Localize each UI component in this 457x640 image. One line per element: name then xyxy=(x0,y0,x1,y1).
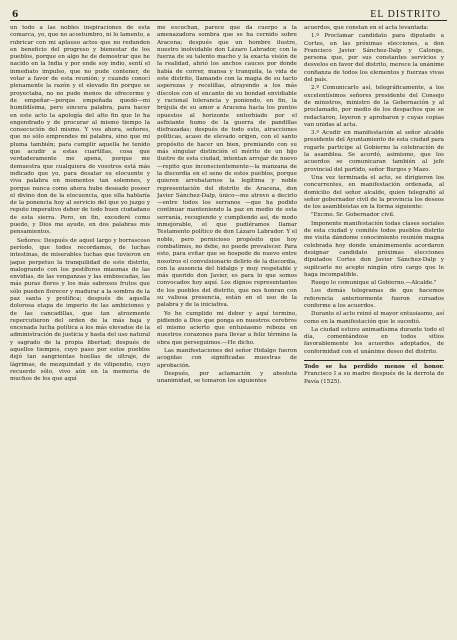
paragraph: 3.º Acudir en manifestación al señor alcalde presidente del Ayuntamiento de esta ciudad para rogarle participe al Gobierno la celebración de la asamblea. Se acordó, asimismo, que los acuerdos se comunicaran también al jefe provincial del partido, señor Burgos y Mazo. xyxy=(304,130,444,173)
paragraph: Durante el acto reinó el mayor entusiasmo, así como en la manifestación que le sucedió. xyxy=(304,311,444,325)
quote-body: Francisco I a su madre después de la derrota de Pavía (1525). xyxy=(304,371,444,385)
column-1 xyxy=(10,25,150,633)
telegram-opening: "Excmo. Sr. Gobernador civil. xyxy=(311,212,395,219)
article-columns xyxy=(10,25,447,633)
paragraph: Señores: Después de aquel largo y borrascoso período, que todos recordamos, de luchas intestinas, de miserables luchas que tuvieron en jaque perpetuo la tranquilidad de este distrito, malogrando con los pestíferos miasmas de las envidias, de las venganzas y las emboscadas, las más puras flores y los más sabrosos frutos que sólo pueden florecer y madurar a la sombra de la paz santa y prolífica; después de aquella dolorosa etapa de imperio de las ambiciones y de las cancadillas, que tan atrozmente repercutieron del orden de la más baja y encenada lucha política a los más elevados de la administración de justicia y hasta del uso natural y sagrado de la propia libertad; después de aquellos tiempos, cuyo paso por estos pueblos dejó tan sangrientas huellas de ultraje, de lágrimas, de mezquindad y de vilipendio, cuyo recuerdo sólo, vivo aún en la memoria de muchos de los que aquí xyxy=(10,237,150,383)
paragraph: un todo a las nobles inspiraciones de esta comarca, yo, que no acostumbro, ni lo lamento, a rubricar con mi aplauso actos que no redunden en beneficio del progreso y bienestar de los pueblos, porque en algo he de demostrar que he nacido en la India y por ende soy indio, sentí el inmediato impulso, que no pude contener, de votar a favor de esta reunión; y cuando conocí plenamente la razón y el elevado fin porque se proyectaba, no no pude menos de ofrecerme y de empeñar—porque empeñada quedó—mi humildísima, pero sincera palabra, para hacer en este acto la apología del alto fin que lo ha engendrado y de procurar al mismo tiempo la consecución del mismo. Y vos ahora, señores, que no sólo emprendes mi palabra, sino que mi pluma también; para cumplir aquella he tenido que acudir a estas cuartillas, cosa que verdaderamente me apena, porque me demuestra que cualquiera de vosotros está más indicado que yo, para desatar su elocuente y viva palabra en momentos tan solemnes, y porque nunca como ahora hube deseado poseer el divino don de la elocuencia, que ella hablaría de la ponencia hoy al servicio del que yo juzgo y reputo imperativo deber de todo buen ciudadano de esta sierra. Pero, en fin, excederé como puedo, y Dios me ayude, en dos palabras mis pensamientos. xyxy=(10,25,150,236)
masthead: EL DISTRITO xyxy=(370,9,441,20)
paragraph: 1.º Proclamar candidato para diputado a Cortes, en las próximas elecciones, a don Francisco Javier Sánchez-Dalp y Calonge, persona que, por sus constantes servicios y desvelos en favor del distrito, merece la unánime confianza de todos los elementos y fuerzas vivas del país. xyxy=(304,33,444,84)
paragraph: Una vez terminada el acto, se dirigieron los concurrentes, en manifestación ordenada, al domicilio del señor alcalde, quien telegrafió al señor gobernador civil de la provincia los deseos de los asambleístas en la forma siguiente: xyxy=(304,174,444,211)
telegram-body: Imponente manifestación todas clases sociales de esta ciudad y comités todos pueblos distrito me visita dándome conocimiento reunión magna celebrada hoy donde unánimemente acordaron designar candidato próximas elecciones diputados Cortes don Javier Sánchez-Dalp y suplicarle no acepte ningún otro cargo que le haga incompatible. xyxy=(304,220,444,278)
paragraph: La ciudad estuvo animadísima durante todo el día, comentándose en todos sitios favorablemente los acuerdos adoptados, de conformidad con el unánime deseo del distrito. xyxy=(304,326,444,355)
quote-text xyxy=(304,364,444,386)
paragraph: Las manifestaciones del señor Hidalgo fueron acogidas con significadas muestras de aprobación. xyxy=(157,348,297,369)
paragraph: Los demás telegramas de que hacemos referencia anteriormente fueron cursados conforme a los acuerdos. xyxy=(304,288,444,309)
paragraph: acuerdos, que constan en el acta levantada: xyxy=(304,25,429,31)
paragraph: me escuchan, parece que da cuerpo a la amenazadora sombra que se ha cernido sobre Aracena; después que un hombre ilustre, nuestro inolvidable don Lázaro Labrador, con la fuerza de su talento macho y la exacta visión de la realidad, abrió los anchos cauces por donde había de correr, mansa y tranquila, la vida de este distrito, llamando con la magia de su tacto asperezas y recelillas, atrayendo a los más díscolos con el encanto de su bondad envidiable y racional tolerancia y poniendo, en fin, la brújula de su amor a Aracena hacia los puntos opuestos al horizonte entorbiado por el asfixiante humo de la guerra de pandillas disfrazadas; después de todo esto, atracciones políticas, acaso de elevado origen, con el santo propósito de hacer un bien, premiando con su más singular distinción el mérito de un hijo ilustre de esta ciudad, intentan arrojar de nuevo —repito que inconscientemente—la manzana de la discordia en el seno de estos pueblos, porque quieren arrebatarnos la legítima y noble representación del distrito de Aracena, don Javier Sánchez-Dalp, único—me atrevo a decirlo—entre todos los serranos —que ha podido continuar manteniendo la paz en medio de esta serranía, recogiendo y cumpliendo así, de modo inmejorable, el que pudiéramos llamar Testamento político de don Lázaro Labrador. Y el noble, pero pernicioso propósito que hoy combatimos, no debe, no puede prevalecer. Para esto, para evitar que se hospede de nuevo entre nosotros el convulsionario delirio de la discordia, con la ausencia del hidalgo y muy respetable y más querido don Javier, es para lo que somos convocados hoy aquí. Los dignos representantes de los pueblos del distrito, que nos honran con su valiosa presencia, están en el uso de la palabra y de la iniciativa. xyxy=(157,25,297,309)
paragraph: 2.º Comunicarlo así, telegráficamente, a los excelentísimos señores presidente del Consejo de ministros, ministro de la Gobernación y al proclamado, por medio de los despachos que se redactaron, leyeron y aprobaron y cuyas copias van unidas al acta. xyxy=(304,85,444,128)
paragraph: Yo he cumplido mi deber y aquí termino, pidiendo a Dios que ponga en nuestros cerebros el mismo acierto que entusiasmo reboza en nuestros corazones para llevar a feliz término la obra que perseguimos.—He dicho. xyxy=(157,310,297,346)
telegram-signature: Ruego lo comunique al Gobierno.—Alcalde." xyxy=(311,280,437,287)
page-header xyxy=(10,6,447,21)
column-3 xyxy=(304,25,444,633)
quote-title: Todo se ha perdido menos el honor. xyxy=(304,364,444,371)
quote-box xyxy=(304,360,444,386)
page-number: 6 xyxy=(12,10,19,20)
paragraph: Después, por aclamación y absoluta unanimidad, se tomaron los siguientes xyxy=(157,370,297,385)
column-2 xyxy=(157,25,297,633)
